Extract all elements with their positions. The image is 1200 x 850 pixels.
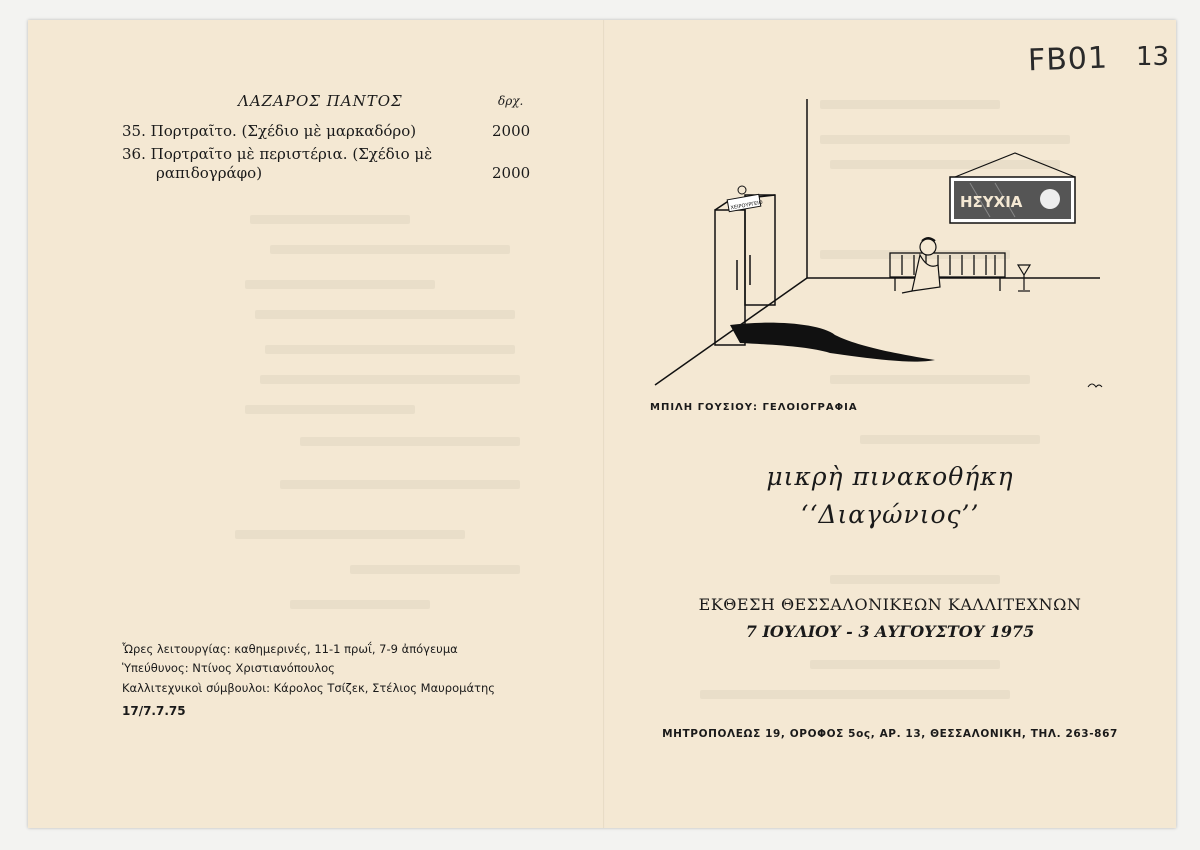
drawing-caption: ΜΠΙΛΗ ΓΟΥΣΙΟΥ: ΓΕΛΟΙΟΓΡΑΦΙΑ bbox=[650, 402, 858, 413]
item-35-price: 2000 bbox=[492, 122, 531, 140]
currency-label: δρχ. bbox=[498, 94, 524, 108]
item-36-price: 2000 bbox=[492, 164, 531, 182]
catalog-code: FB01 bbox=[1027, 40, 1109, 79]
catalog-item-36-cont: ραπιδογράφο) bbox=[156, 164, 263, 182]
svg-text:ΧΕΙΡΟΥΡΓΕΙΟ: ΧΕΙΡΟΥΡΓΕΙΟ bbox=[730, 199, 764, 212]
bench bbox=[890, 253, 1005, 291]
gallery-address: ΜΗΤΡΟΠΟΛΕΩΣ 19, ΟΡΟΦΟΣ 5ος, ΑΡ. 13, ΘΕΣΣΑΛΟΝΙΚΗ, ΤΗΛ. 263-867 bbox=[662, 728, 1118, 740]
cartoon-drawing bbox=[650, 95, 1105, 395]
catalog-item-35: 35. Πορτραῖτο. (Σχέδιο μὲ μαρκαδόρο) bbox=[122, 122, 417, 140]
exhibition-title: ΕΚΘΕΣΗ ΘΕΣΣΑΛΟΝΙΚΕΩΝ ΚΑΛΛΙΤΕΧΝΩΝ bbox=[698, 595, 1082, 614]
svg-text:ΗΣΥΧΙΑ: ΗΣΥΧΙΑ bbox=[960, 193, 1023, 211]
artistic-advisors: Καλλιτεχνικοὶ σύμβουλοι: Κάρολος Τσίζεκ, Στέλιος Μαυρομάτης bbox=[122, 681, 495, 695]
opening-hours: Ὧρες λειτουργίας: καθημερινές, 11-1 πρωΐ, 7-9 ἀπόγευμα bbox=[122, 642, 458, 656]
artist-name: ΛΑΖΑΡΟΣ ΠΑΝΤΟΣ bbox=[238, 92, 403, 110]
gallery-title: ‘‘Διαγώνιος’’ bbox=[800, 500, 980, 529]
gallery-name: μικρὴ πινακοθήκη bbox=[766, 462, 1014, 491]
quiet-sign bbox=[950, 153, 1075, 223]
center-fold bbox=[603, 20, 605, 828]
page-number: 13 bbox=[1136, 42, 1170, 72]
print-date: 17/7.7.75 bbox=[122, 704, 186, 718]
door-sign bbox=[727, 186, 763, 212]
exhibition-dates: 7 ΙΟΥΛΙΟΥ - 3 ΑΥΓΟΥΣΤΟΥ 1975 bbox=[745, 622, 1035, 641]
responsible-person: Ὑπεύθυνος: Ντίνος Χριστιανόπουλος bbox=[122, 661, 335, 675]
catalog-item-36: 36. Πορτραῖτο μὲ περιστέρια. (Σχέδιο μὲ bbox=[122, 145, 433, 163]
seated-figure bbox=[902, 238, 940, 293]
